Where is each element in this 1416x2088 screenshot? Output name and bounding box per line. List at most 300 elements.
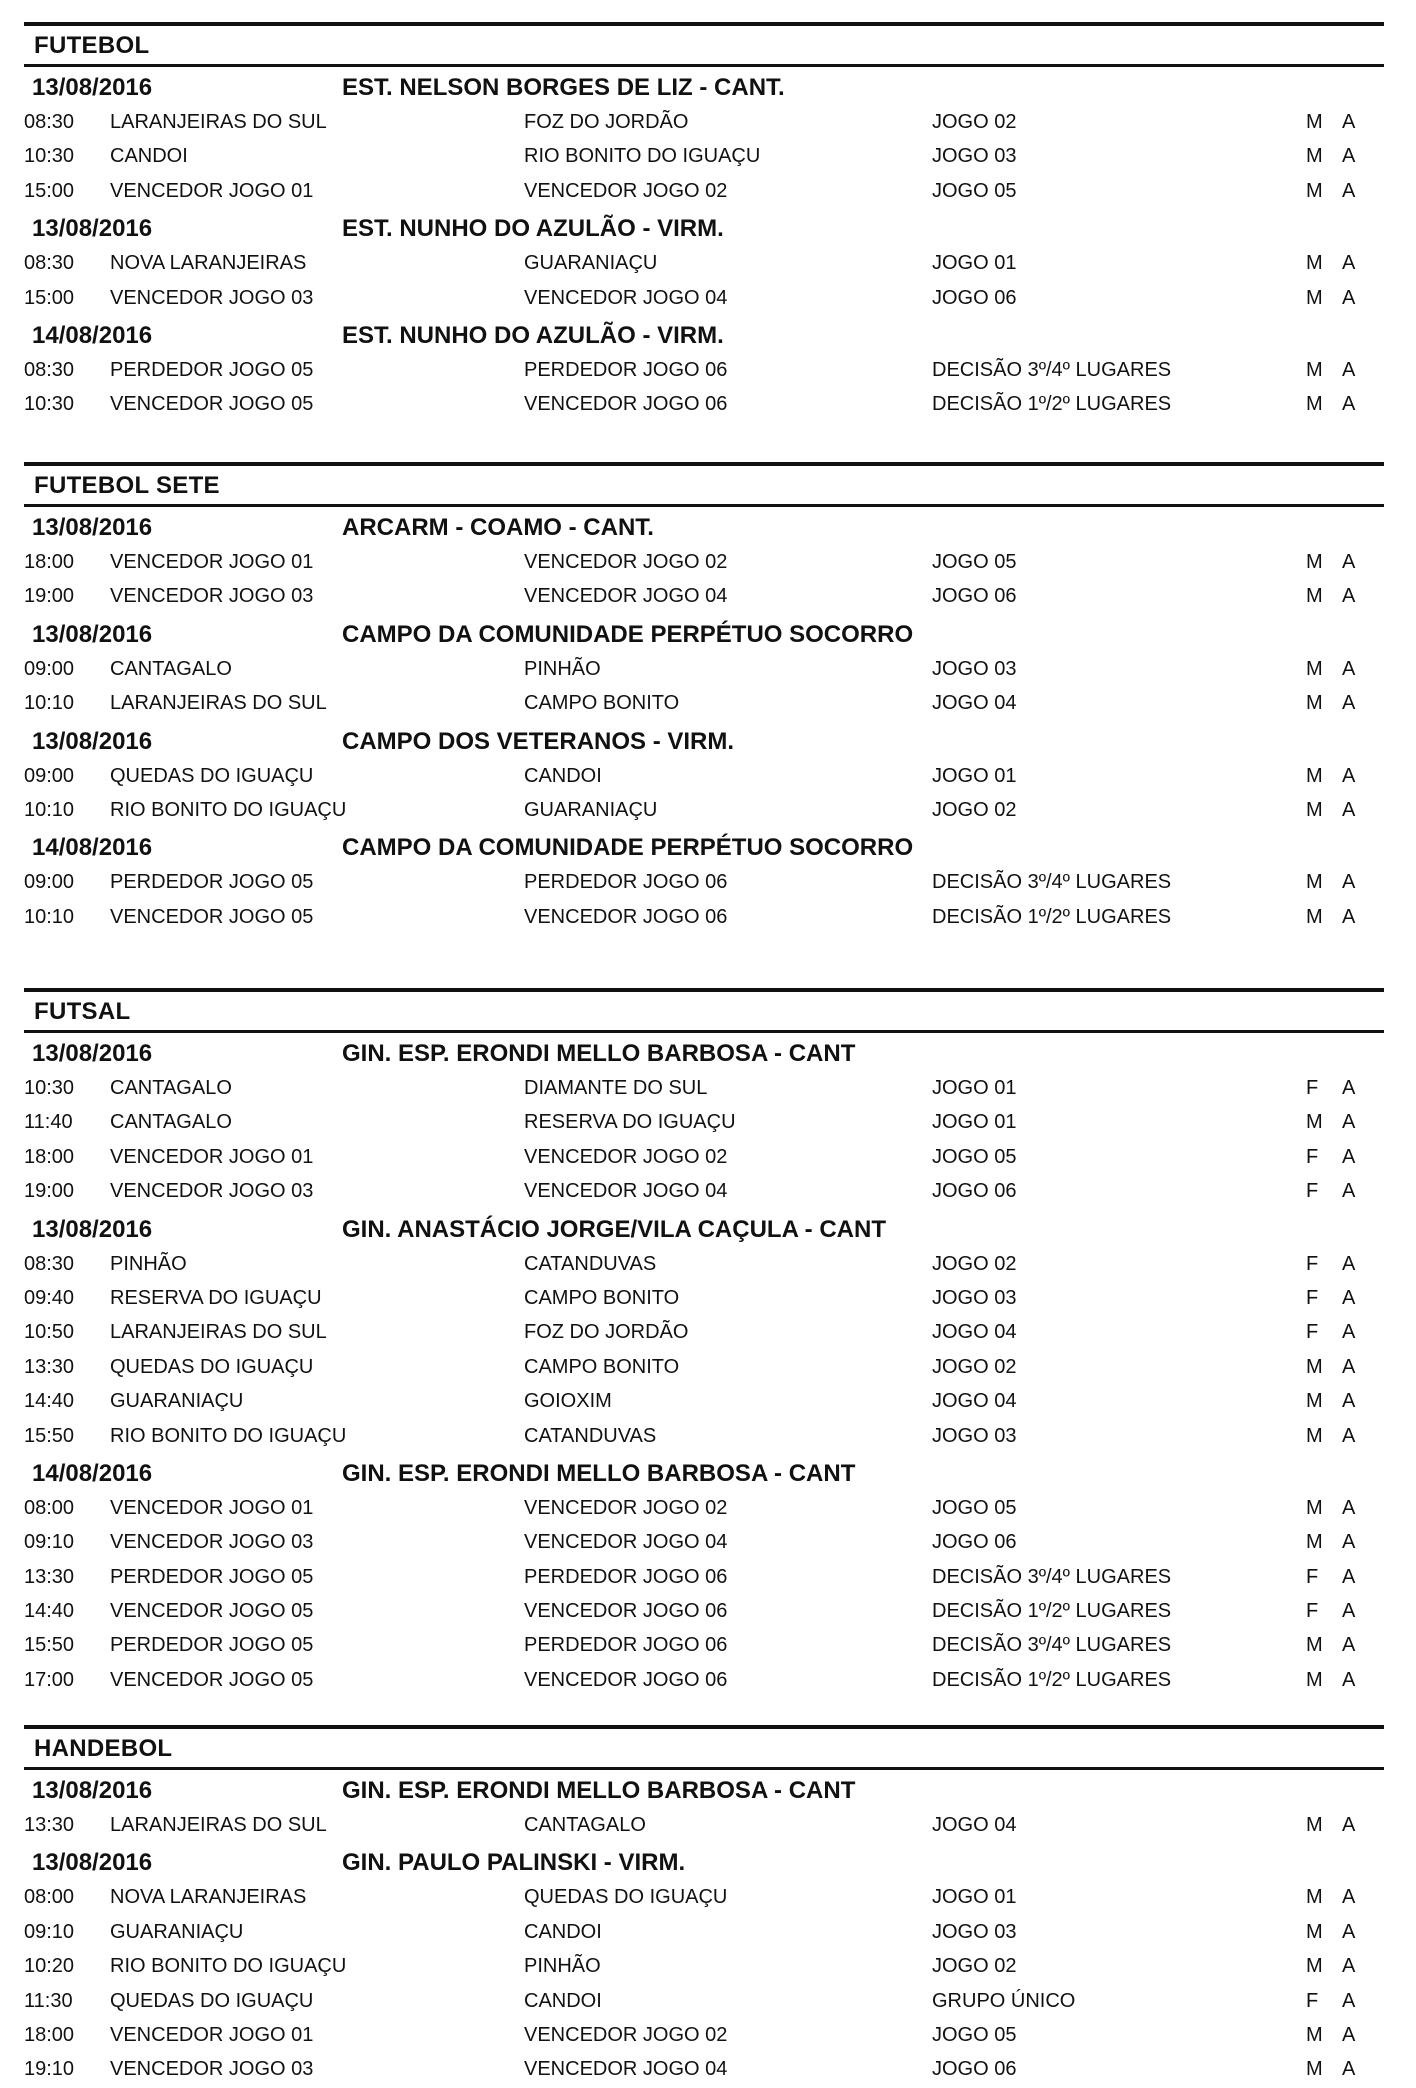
game-label: JOGO 06 bbox=[932, 286, 1017, 309]
match-date: 13/08/2016 bbox=[32, 1215, 153, 1243]
team-away: QUEDAS DO IGUAÇU bbox=[524, 1886, 728, 1909]
gender-code: M bbox=[1306, 286, 1323, 309]
gender-code: M bbox=[1306, 1920, 1323, 1943]
category-code: A bbox=[1342, 551, 1356, 573]
match-row bbox=[24, 1419, 1384, 1453]
match-time: 11:30 bbox=[24, 1989, 73, 2012]
team-home: VENCEDOR JOGO 05 bbox=[110, 393, 314, 416]
gender-code: F bbox=[1306, 1600, 1319, 1623]
sport-section bbox=[24, 22, 1384, 422]
match-time: 08:30 bbox=[24, 252, 75, 275]
venue-block-header bbox=[24, 1033, 1384, 1071]
match-time: 10:10 bbox=[24, 798, 75, 821]
team-away: VENCEDOR JOGO 04 bbox=[524, 1180, 728, 1203]
match-time: 10:50 bbox=[24, 1321, 75, 1344]
category-code: A bbox=[1342, 286, 1356, 309]
match-row bbox=[24, 174, 1384, 208]
team-home: VENCEDOR JOGO 03 bbox=[110, 2058, 314, 2081]
venue-name: EST. NUNHO DO AZULÃO - VIRM. bbox=[342, 215, 724, 243]
gender-code: M bbox=[1306, 111, 1323, 133]
venue-block-header bbox=[24, 1209, 1384, 1247]
game-label: JOGO 06 bbox=[932, 2058, 1017, 2081]
team-away: VENCEDOR JOGO 04 bbox=[524, 1531, 728, 1554]
match-time: 17:00 bbox=[24, 1668, 75, 1691]
venue-name: EST. NUNHO DO AZULÃO - VIRM. bbox=[342, 321, 724, 349]
match-row bbox=[24, 579, 1384, 613]
team-away: RESERVA DO IGUAÇU bbox=[524, 1111, 736, 1134]
sport-section bbox=[24, 1725, 1384, 2087]
sport-title: FUTEBOL bbox=[24, 22, 1384, 67]
gender-code: M bbox=[1306, 871, 1323, 894]
team-away: CAMPO BONITO bbox=[524, 1355, 680, 1378]
category-code: A bbox=[1342, 1634, 1356, 1657]
venue-name: CAMPO DA COMUNIDADE PERPÉTUO SOCORRO bbox=[342, 834, 914, 862]
team-home: RIO BONITO DO IGUAÇU bbox=[110, 1955, 347, 1978]
sport-section bbox=[24, 988, 1384, 1697]
venue-block-header bbox=[24, 1842, 1384, 1880]
gender-code: M bbox=[1306, 2023, 1323, 2046]
team-home: RIO BONITO DO IGUAÇU bbox=[110, 798, 347, 821]
match-row bbox=[24, 545, 1384, 579]
team-home: PERDEDOR JOGO 05 bbox=[110, 1565, 314, 1588]
category-code: A bbox=[1342, 1424, 1356, 1447]
match-row bbox=[24, 1315, 1384, 1349]
team-away: CAMPO BONITO bbox=[524, 1286, 680, 1309]
team-away: CANTAGALO bbox=[524, 1814, 646, 1836]
team-home: PERDEDOR JOGO 05 bbox=[110, 1634, 314, 1657]
category-code: A bbox=[1342, 1252, 1356, 1275]
match-row bbox=[24, 1949, 1384, 1983]
sport-title: FUTSAL bbox=[24, 988, 1384, 1033]
match-row bbox=[24, 1808, 1384, 1842]
gender-code: M bbox=[1306, 179, 1323, 202]
team-away: VENCEDOR JOGO 06 bbox=[524, 1668, 728, 1691]
gender-code: F bbox=[1306, 1286, 1319, 1309]
category-code: A bbox=[1342, 1145, 1356, 1168]
match-time: 08:00 bbox=[24, 1496, 75, 1519]
game-label: DECISÃO 1º/2º LUGARES bbox=[932, 393, 1172, 416]
category-code: A bbox=[1342, 1111, 1356, 1134]
venue-block-header bbox=[24, 315, 1384, 353]
team-away: VENCEDOR JOGO 06 bbox=[524, 393, 728, 416]
team-home: CANTAGALO bbox=[110, 1077, 232, 1099]
match-date: 13/08/2016 bbox=[32, 74, 153, 101]
game-label: JOGO 03 bbox=[932, 657, 1017, 680]
gender-code: M bbox=[1306, 393, 1323, 416]
gender-code: F bbox=[1306, 1989, 1319, 2012]
game-label: DECISÃO 3º/4º LUGARES bbox=[932, 358, 1172, 381]
gender-code: F bbox=[1306, 1145, 1319, 1168]
match-time: 09:00 bbox=[24, 764, 75, 787]
team-away: PERDEDOR JOGO 06 bbox=[524, 1634, 728, 1657]
match-time: 10:20 bbox=[24, 1955, 75, 1978]
gender-code: F bbox=[1306, 1321, 1319, 1344]
match-time: 15:00 bbox=[24, 179, 75, 202]
category-code: A bbox=[1342, 358, 1356, 381]
category-code: A bbox=[1342, 393, 1356, 416]
match-row bbox=[24, 1915, 1384, 1949]
team-home: VENCEDOR JOGO 03 bbox=[110, 1180, 314, 1203]
match-time: 10:10 bbox=[24, 905, 75, 928]
team-home: CANTAGALO bbox=[110, 1111, 232, 1134]
team-home: LARANJEIRAS DO SUL bbox=[110, 1321, 327, 1344]
match-time: 13:30 bbox=[24, 1565, 75, 1588]
venue-name: GIN. ESP. ERONDI MELLO BARBOSA - CANT bbox=[342, 1777, 856, 1804]
match-time: 08:00 bbox=[24, 1886, 75, 1909]
category-code: A bbox=[1342, 179, 1356, 202]
match-date: 14/08/2016 bbox=[32, 1459, 153, 1487]
match-time: 18:00 bbox=[24, 551, 75, 573]
match-time: 18:00 bbox=[24, 1145, 75, 1168]
category-code: A bbox=[1342, 1321, 1356, 1344]
category-code: A bbox=[1342, 1600, 1356, 1623]
team-home: VENCEDOR JOGO 05 bbox=[110, 1600, 314, 1623]
match-row bbox=[24, 1174, 1384, 1208]
game-label: DECISÃO 3º/4º LUGARES bbox=[932, 871, 1172, 894]
game-label: JOGO 03 bbox=[932, 1424, 1017, 1447]
team-home: QUEDAS DO IGUAÇU bbox=[110, 764, 314, 787]
match-time: 09:00 bbox=[24, 657, 75, 680]
venue-name: GIN. PAULO PALINSKI - VIRM. bbox=[342, 1849, 686, 1877]
category-code: A bbox=[1342, 252, 1356, 275]
gender-code: M bbox=[1306, 905, 1323, 928]
gender-code: M bbox=[1306, 1955, 1323, 1978]
match-row bbox=[24, 281, 1384, 315]
match-date: 13/08/2016 bbox=[32, 1777, 153, 1804]
match-date: 13/08/2016 bbox=[32, 514, 153, 541]
team-home: LARANJEIRAS DO SUL bbox=[110, 692, 327, 715]
match-time: 08:30 bbox=[24, 111, 75, 133]
gender-code: M bbox=[1306, 585, 1323, 608]
match-time: 14:40 bbox=[24, 1390, 75, 1413]
game-label: JOGO 06 bbox=[932, 585, 1017, 608]
match-time: 08:30 bbox=[24, 1252, 75, 1275]
gender-code: M bbox=[1306, 1496, 1323, 1519]
match-date: 13/08/2016 bbox=[32, 727, 153, 755]
match-time: 15:50 bbox=[24, 1424, 75, 1447]
team-away: GUARANIAÇU bbox=[524, 252, 658, 275]
game-label: JOGO 04 bbox=[932, 692, 1017, 715]
venue-name: EST. NELSON BORGES DE LIZ - CANT. bbox=[342, 74, 785, 101]
match-time: 15:00 bbox=[24, 286, 75, 309]
game-label: JOGO 02 bbox=[932, 1355, 1017, 1378]
category-code: A bbox=[1342, 1496, 1356, 1519]
team-home: GUARANIAÇU bbox=[110, 1390, 244, 1413]
team-away: RIO BONITO DO IGUAÇU bbox=[524, 145, 761, 168]
game-label: JOGO 02 bbox=[932, 111, 1017, 133]
match-row bbox=[24, 652, 1384, 686]
gender-code: M bbox=[1306, 1111, 1323, 1134]
team-away: VENCEDOR JOGO 02 bbox=[524, 1496, 728, 1519]
game-label: DECISÃO 1º/2º LUGARES bbox=[932, 1600, 1172, 1623]
team-away: CATANDUVAS bbox=[524, 1424, 657, 1447]
match-row bbox=[24, 1880, 1384, 1914]
team-home: PERDEDOR JOGO 05 bbox=[110, 871, 314, 894]
sport-section bbox=[24, 462, 1384, 934]
match-date: 13/08/2016 bbox=[32, 215, 153, 243]
team-home: QUEDAS DO IGUAÇU bbox=[110, 1355, 314, 1378]
match-date: 14/08/2016 bbox=[32, 321, 153, 349]
match-row bbox=[24, 1984, 1384, 2018]
game-label: JOGO 01 bbox=[932, 252, 1017, 275]
team-away: VENCEDOR JOGO 02 bbox=[524, 551, 728, 573]
team-away: VENCEDOR JOGO 04 bbox=[524, 2058, 728, 2081]
game-label: JOGO 01 bbox=[932, 1111, 1017, 1134]
game-label: JOGO 03 bbox=[932, 1920, 1017, 1943]
match-time: 09:40 bbox=[24, 1286, 75, 1309]
match-time: 19:00 bbox=[24, 1180, 75, 1203]
match-row bbox=[24, 686, 1384, 720]
game-label: JOGO 01 bbox=[932, 1077, 1017, 1099]
game-label: JOGO 01 bbox=[932, 764, 1017, 787]
match-time: 19:00 bbox=[24, 585, 75, 608]
match-row bbox=[24, 1560, 1384, 1594]
match-time: 19:10 bbox=[24, 2058, 75, 2081]
match-time: 10:30 bbox=[24, 1077, 75, 1099]
category-code: A bbox=[1342, 764, 1356, 787]
game-label: JOGO 04 bbox=[932, 1814, 1017, 1836]
venue-block-header bbox=[24, 721, 1384, 759]
venue-block-header bbox=[24, 1770, 1384, 1808]
venue-name: GIN. ESP. ERONDI MELLO BARBOSA - CANT bbox=[342, 1040, 856, 1067]
category-code: A bbox=[1342, 905, 1356, 928]
match-time: 09:10 bbox=[24, 1531, 75, 1554]
gender-code: M bbox=[1306, 692, 1323, 715]
match-row bbox=[24, 105, 1384, 139]
match-time: 08:30 bbox=[24, 358, 75, 381]
gender-code: F bbox=[1306, 1252, 1319, 1275]
category-code: A bbox=[1342, 585, 1356, 608]
game-label: DECISÃO 1º/2º LUGARES bbox=[932, 1668, 1172, 1691]
team-away: PERDEDOR JOGO 06 bbox=[524, 358, 728, 381]
team-away: DIAMANTE DO SUL bbox=[524, 1077, 708, 1099]
gender-code: F bbox=[1306, 1180, 1319, 1203]
team-home: LARANJEIRAS DO SUL bbox=[110, 111, 327, 133]
category-code: A bbox=[1342, 871, 1356, 894]
game-label: JOGO 03 bbox=[932, 145, 1017, 168]
team-home: VENCEDOR JOGO 03 bbox=[110, 585, 314, 608]
category-code: A bbox=[1342, 2023, 1356, 2046]
team-home: VENCEDOR JOGO 01 bbox=[110, 551, 314, 573]
match-time: 14:40 bbox=[24, 1600, 75, 1623]
team-home: RESERVA DO IGUAÇU bbox=[110, 1286, 322, 1309]
match-row bbox=[24, 1071, 1384, 1105]
team-home: VENCEDOR JOGO 03 bbox=[110, 286, 314, 309]
match-date: 13/08/2016 bbox=[32, 1040, 153, 1067]
category-code: A bbox=[1342, 1565, 1356, 1588]
match-date: 13/08/2016 bbox=[32, 1849, 153, 1877]
gender-code: M bbox=[1306, 1390, 1323, 1413]
team-away: FOZ DO JORDÃO bbox=[524, 1321, 689, 1344]
team-away: VENCEDOR JOGO 02 bbox=[524, 1145, 728, 1168]
team-home: LARANJEIRAS DO SUL bbox=[110, 1814, 327, 1836]
team-away: PERDEDOR JOGO 06 bbox=[524, 871, 728, 894]
match-time: 09:00 bbox=[24, 871, 75, 894]
team-home: CANTAGALO bbox=[110, 657, 232, 680]
venue-name: CAMPO DOS VETERANOS - VIRM. bbox=[342, 727, 735, 755]
sport-title: FUTEBOL SETE bbox=[24, 462, 1384, 507]
venue-name: CAMPO DA COMUNIDADE PERPÉTUO SOCORRO bbox=[342, 620, 914, 648]
team-home: VENCEDOR JOGO 05 bbox=[110, 1668, 314, 1691]
gender-code: F bbox=[1306, 1077, 1319, 1099]
team-away: VENCEDOR JOGO 04 bbox=[524, 286, 728, 309]
gender-code: M bbox=[1306, 1886, 1323, 1909]
team-home: GUARANIAÇU bbox=[110, 1920, 244, 1943]
match-row bbox=[24, 793, 1384, 827]
gender-code: M bbox=[1306, 798, 1323, 821]
match-row bbox=[24, 1350, 1384, 1384]
game-label: JOGO 05 bbox=[932, 551, 1017, 573]
team-away: FOZ DO JORDÃO bbox=[524, 111, 689, 133]
team-away: PINHÃO bbox=[524, 1955, 601, 1978]
match-time: 13:30 bbox=[24, 1355, 75, 1378]
category-code: A bbox=[1342, 657, 1356, 680]
category-code: A bbox=[1342, 1355, 1356, 1378]
category-code: A bbox=[1342, 1180, 1356, 1203]
category-code: A bbox=[1342, 1920, 1356, 1943]
team-home: NOVA LARANJEIRAS bbox=[110, 252, 307, 275]
gender-code: M bbox=[1306, 252, 1323, 275]
category-code: A bbox=[1342, 1886, 1356, 1909]
team-away: GUARANIAÇU bbox=[524, 798, 658, 821]
game-label: JOGO 05 bbox=[932, 1145, 1017, 1168]
team-home: VENCEDOR JOGO 01 bbox=[110, 1496, 314, 1519]
team-home: PINHÃO bbox=[110, 1252, 187, 1275]
game-label: DECISÃO 1º/2º LUGARES bbox=[932, 905, 1172, 928]
team-home: VENCEDOR JOGO 01 bbox=[110, 1145, 314, 1168]
match-row bbox=[24, 2018, 1384, 2052]
gender-code: F bbox=[1306, 1565, 1319, 1588]
venue-block-header bbox=[24, 1453, 1384, 1491]
team-away: VENCEDOR JOGO 06 bbox=[524, 1600, 728, 1623]
match-time: 10:10 bbox=[24, 692, 75, 715]
game-label: JOGO 02 bbox=[932, 1955, 1017, 1978]
category-code: A bbox=[1342, 1286, 1356, 1309]
venue-name: GIN. ANASTÁCIO JORGE/VILA CAÇULA - CANT bbox=[342, 1215, 886, 1243]
match-row bbox=[24, 2052, 1384, 2086]
game-label: JOGO 05 bbox=[932, 2023, 1017, 2046]
match-row bbox=[24, 1281, 1384, 1315]
gender-code: M bbox=[1306, 1424, 1323, 1447]
match-time: 09:10 bbox=[24, 1920, 75, 1943]
game-label: JOGO 04 bbox=[932, 1390, 1017, 1413]
category-code: A bbox=[1342, 111, 1356, 133]
venue-name: GIN. ESP. ERONDI MELLO BARBOSA - CANT bbox=[342, 1459, 856, 1487]
match-row bbox=[24, 865, 1384, 899]
category-code: A bbox=[1342, 1531, 1356, 1554]
venue-block-header bbox=[24, 507, 1384, 545]
team-home: VENCEDOR JOGO 01 bbox=[110, 2023, 314, 2046]
match-row bbox=[24, 1105, 1384, 1139]
match-date: 14/08/2016 bbox=[32, 834, 153, 862]
match-row bbox=[24, 900, 1384, 934]
gender-code: M bbox=[1306, 1531, 1323, 1554]
team-away: CAMPO BONITO bbox=[524, 692, 680, 715]
team-home: CANDOI bbox=[110, 145, 188, 168]
match-row bbox=[24, 353, 1384, 387]
category-code: A bbox=[1342, 1814, 1356, 1836]
gender-code: M bbox=[1306, 657, 1323, 680]
gender-code: M bbox=[1306, 2058, 1323, 2081]
gender-code: M bbox=[1306, 764, 1323, 787]
gender-code: M bbox=[1306, 145, 1323, 168]
gender-code: M bbox=[1306, 358, 1323, 381]
game-label: JOGO 04 bbox=[932, 1321, 1017, 1344]
venue-name: ARCARM - COAMO - CANT. bbox=[342, 514, 654, 541]
team-away: VENCEDOR JOGO 02 bbox=[524, 2023, 728, 2046]
sport-title: HANDEBOL bbox=[24, 1725, 1384, 1770]
match-row bbox=[24, 387, 1384, 421]
team-home: QUEDAS DO IGUAÇU bbox=[110, 1989, 314, 2012]
match-time: 18:00 bbox=[24, 2023, 75, 2046]
match-row bbox=[24, 246, 1384, 280]
match-row bbox=[24, 139, 1384, 173]
category-code: A bbox=[1342, 2058, 1356, 2081]
match-time: 10:30 bbox=[24, 393, 75, 416]
match-row bbox=[24, 1628, 1384, 1662]
category-code: A bbox=[1342, 798, 1356, 821]
team-away: VENCEDOR JOGO 02 bbox=[524, 179, 728, 202]
game-label: JOGO 06 bbox=[932, 1180, 1017, 1203]
team-away: GOIOXIM bbox=[524, 1390, 612, 1413]
game-label: JOGO 05 bbox=[932, 1496, 1017, 1519]
category-code: A bbox=[1342, 1077, 1356, 1099]
match-row bbox=[24, 1247, 1384, 1281]
match-row bbox=[24, 1663, 1384, 1697]
category-code: A bbox=[1342, 1668, 1356, 1691]
gender-code: M bbox=[1306, 1634, 1323, 1657]
team-home: NOVA LARANJEIRAS bbox=[110, 1886, 307, 1909]
category-code: A bbox=[1342, 692, 1356, 715]
team-away: CANDOI bbox=[524, 1989, 602, 2012]
venue-block-header bbox=[24, 614, 1384, 652]
gender-code: M bbox=[1306, 1355, 1323, 1378]
venue-block-header bbox=[24, 208, 1384, 246]
gender-code: M bbox=[1306, 1668, 1323, 1691]
match-time: 10:30 bbox=[24, 145, 75, 168]
team-home: RIO BONITO DO IGUAÇU bbox=[110, 1424, 347, 1447]
category-code: A bbox=[1342, 145, 1356, 168]
match-time: 11:40 bbox=[24, 1111, 73, 1134]
game-label: JOGO 05 bbox=[932, 179, 1017, 202]
category-code: A bbox=[1342, 1989, 1356, 2012]
category-code: A bbox=[1342, 1390, 1356, 1413]
gender-code: M bbox=[1306, 1814, 1323, 1836]
game-label: JOGO 01 bbox=[932, 1886, 1017, 1909]
team-home: VENCEDOR JOGO 01 bbox=[110, 179, 314, 202]
match-time: 15:50 bbox=[24, 1634, 75, 1657]
game-label: JOGO 02 bbox=[932, 1252, 1017, 1275]
match-date: 13/08/2016 bbox=[32, 620, 153, 648]
gender-code: M bbox=[1306, 551, 1323, 573]
match-row bbox=[24, 759, 1384, 793]
game-label: GRUPO ÚNICO bbox=[932, 1989, 1076, 2012]
team-home: VENCEDOR JOGO 03 bbox=[110, 1531, 314, 1554]
match-time: 13:30 bbox=[24, 1814, 75, 1836]
match-row bbox=[24, 1594, 1384, 1628]
team-away: PINHÃO bbox=[524, 657, 601, 680]
game-label: DECISÃO 3º/4º LUGARES bbox=[932, 1565, 1172, 1588]
team-away: VENCEDOR JOGO 04 bbox=[524, 585, 728, 608]
venue-block-header bbox=[24, 827, 1384, 865]
game-label: JOGO 03 bbox=[932, 1286, 1017, 1309]
team-away: CANDOI bbox=[524, 1920, 602, 1943]
game-label: JOGO 06 bbox=[932, 1531, 1017, 1554]
match-row bbox=[24, 1525, 1384, 1559]
team-home: PERDEDOR JOGO 05 bbox=[110, 358, 314, 381]
venue-block-header bbox=[24, 67, 1384, 105]
team-away: CATANDUVAS bbox=[524, 1252, 657, 1275]
